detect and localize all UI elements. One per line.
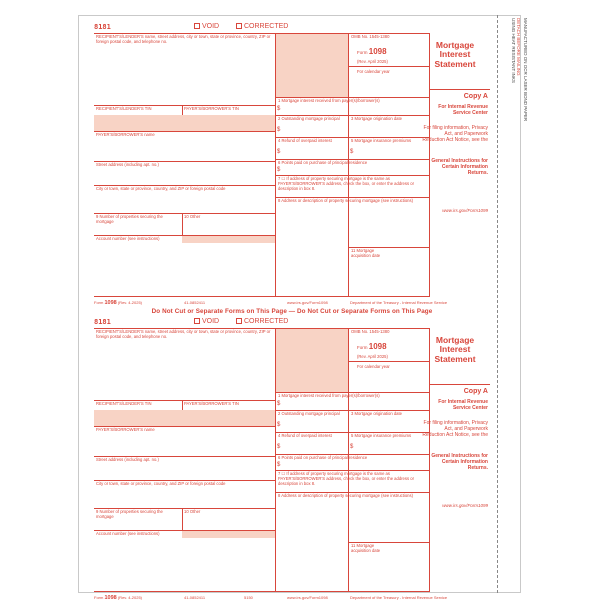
recipient-tin-label: RECIPIENT'S/LENDER'S TIN (96, 401, 152, 406)
box6-label: 6 Points paid on purchase of principal residence (278, 455, 368, 460)
perforation-line (497, 15, 498, 593)
shaded-box (276, 329, 348, 392)
box6-label: 6 Points paid on purchase of principal residence (278, 160, 368, 165)
calendar-year: For calendar year (357, 69, 390, 74)
payer-tin-label: PAYER'S/BORROWER'S TIN (184, 401, 239, 406)
recipient-tin-label: RECIPIENT'S/LENDER'S TIN (96, 106, 152, 111)
footer-cat: 41-0852411 (184, 595, 206, 600)
tin-fields[interactable] (94, 410, 275, 426)
copy-label: Copy A (463, 388, 488, 395)
account-field[interactable] (182, 531, 275, 538)
box9-label: 9 Number of properties securing the mortgage (96, 509, 163, 519)
box8-label: 8 Address or description of property securing mortgage (see instructions) (278, 493, 413, 498)
corrected-checkbox[interactable]: CORRECTED (236, 318, 288, 325)
account-label: Account number (see instructions) (96, 236, 160, 241)
do-not-cut: Do Not Cut or Separate Forms on This Page — Do Not Cut or Separate Forms on This Page (151, 308, 433, 315)
box5-label: 5 Mortgage insurance premiums (351, 138, 412, 143)
void-checkbox[interactable]: VOID (194, 23, 219, 30)
form-code: 8181 (94, 318, 111, 326)
recipient-label: RECIPIENT'S/LENDER'S name, street address, city or town, state or province, country, ZIP or foreign postal code, and telephone no. (96, 329, 271, 339)
box1-label: 1 Mortgage interest received from payer(s)/borrower(s) (278, 98, 380, 103)
calendar-year: For calendar year (357, 364, 390, 369)
box11-label: 11 Mortgage acquisition date (351, 543, 381, 553)
city-label: City or town, state or province, country, and ZIP or foreign postal code (96, 186, 226, 191)
box3-label: 3 Mortgage origination date (351, 411, 402, 416)
box2-label: 2 Outstanding mortgage principal (278, 116, 340, 121)
form-1098-bottom: 8181 VOID CORRECTED RECIPIENT'S/LENDER'S name, street address, city or town, state or province, country, ZIP or foreign postal code, and telephone no. RECIPIENT'S/LENDER'S TIN PAYER'S/BORROWER'S TIN PAYER'S/BORROWER'S name Street address (including apt. no.) City or town, state or province, country, and ZIP or foreign postal code 9 Number of properties securing the mortgage 10 Other Account number (see instructions) OMB No. 1545-1380 Form 1098 (Rev. April 2025) For calendar year 1 Mortgage interest received from payer(s)/borrower(s) $ 2 Outstanding mortgage principal $ 3 Mortgage origination date 4 Refund of overpaid interest $ 5 Mortgage insurance premiums $ 6 Points paid on purchase of principal residence $ 7 ☐ If address of property securing mortgage is the same as PAYER'S/BORROWER'S address, check the box, or enter the address or description in box 8. 8 Address or description of property securing mortgage (see instructions) 11 Mortgage acquisition date Mortgage Interest Statement Copy A For Internal Revenue Service Center For filing information, Privacy Act, and Paperwork Reduction Act Notice, see the General Instructions for Certain Information Returns. www.irs.gov/Form1099 Form 1098 (Rev. 4-2025) 41-0852411 5150 www.irs.gov/Form1098 Department of the Treasury - Internal Revenue Service (94, 318, 488, 601)
footer-dept: Department of the Treasury - Internal Revenue Service (350, 300, 448, 305)
box2-label: 2 Outstanding mortgage principal (278, 411, 340, 416)
box7-label[interactable]: 7 ☐ If address of property securing mortgage is the same as PAYER'S/BORROWER'S address, check the box, or enter the address or description in box 8. (278, 471, 414, 486)
form-label: Form 1098 (357, 47, 387, 56)
footer-form: Form 1098 (Rev. 4-2025) (94, 300, 143, 306)
copy-label: Copy A (463, 93, 488, 100)
general-instructions: General Instructions for Certain Information Returns. (431, 158, 488, 176)
box4-label: 4 Refund of overpaid interest (278, 138, 332, 143)
revision: (Rev. April 2025) (357, 354, 388, 359)
omb-number: OMB No. 1545-1380 (351, 34, 390, 39)
form-title: Mortgage Interest Statement (434, 335, 476, 364)
city-label: City or town, state or province, country, and ZIP or foreign postal code (96, 481, 226, 486)
copy-for: For Internal Revenue Service Center (438, 104, 488, 116)
shaded-box (276, 34, 348, 97)
filing-info: For filing information, Privacy Act, and Paperwork Reduction Act Notice, see the (422, 125, 488, 143)
box4-label: 4 Refund of overpaid interest (278, 433, 332, 438)
payer-name-label: PAYER'S/BORROWER'S name (96, 132, 155, 137)
footer-form: Form 1098 (Rev. 4-2025) (94, 595, 143, 601)
box9-label: 9 Number of properties securing the mortgage (96, 214, 163, 224)
account-field[interactable] (182, 236, 275, 243)
tin-fields[interactable] (94, 115, 275, 131)
form-title: Mortgage Interest Statement (434, 40, 476, 69)
box5-label: 5 Mortgage insurance premiums (351, 433, 412, 438)
footer-dept: Department of the Treasury - Internal Revenue Service (350, 595, 448, 600)
payer-tin-label: PAYER'S/BORROWER'S TIN (184, 106, 239, 111)
box1-label: 1 Mortgage interest received from payer(s)/borrower(s) (278, 393, 380, 398)
footer-url: www.irs.gov/Form1098 (287, 300, 328, 305)
street-label: Street address (including apt. no.) (96, 162, 159, 167)
irs-url-side[interactable]: www.irs.gov/Form1099 (442, 208, 488, 213)
void-checkbox[interactable]: VOID (194, 318, 219, 325)
omb-number: OMB No. 1545-1380 (351, 329, 390, 334)
account-label: Account number (see instructions) (96, 531, 160, 536)
footer-5150: 5150 (244, 595, 253, 600)
general-instructions: General Instructions for Certain Information Returns. (431, 453, 488, 471)
box11-label: 11 Mortgage acquisition date (351, 248, 381, 258)
box3-label: 3 Mortgage origination date (351, 116, 402, 121)
form-label: Form 1098 (357, 342, 387, 351)
vertical-paper: MANUFACTURED ON OCR LASER BOND PAPER (523, 18, 528, 122)
box10-label: 10 Other (184, 214, 201, 219)
copy-for: For Internal Revenue Service Center (438, 399, 488, 411)
box8-label: 8 Address or description of property securing mortgage (see instructions) (278, 198, 413, 203)
form-sheet (78, 15, 521, 601)
irs-url-side[interactable]: www.irs.gov/Form1099 (442, 503, 488, 508)
corrected-checkbox[interactable]: CORRECTED (236, 23, 288, 30)
form-code: 8181 (94, 23, 111, 31)
filing-info: For filing information, Privacy Act, and Paperwork Reduction Act Notice, see the (422, 420, 488, 438)
box10-label: 10 Other (184, 509, 201, 514)
box7-label[interactable]: 7 ☐ If address of property securing mortgage is the same as PAYER'S/BORROWER'S address, check the box, or enter the address or description in box 8. (278, 176, 414, 191)
payer-name-label: PAYER'S/BORROWER'S name (96, 427, 155, 432)
form-1098-top: 8181 VOID CORRECTED RECIPIENT'S/LENDER'S name, street address, city or town, state or province, country, ZIP or foreign postal code, and telephone no. RECIPIENT'S/LENDER'S TIN PAYER'S/BORROWER'S TIN PAYER'S/BORROWER'S name Street address (including apt. no.) City or town, state or province, country, and ZIP or foreign postal code 9 Number of properties securing the mortgage 10 Other Account number (see instructions) OMB No. 1545-1380 Form 1098 (Rev. April 2025) For calendar year 1 Mortgage interest received from payer(s)/borrower(s) $ 2 Outstanding mortgage principal $ 3 Mortgage origination date 4 Refund of overpaid interest $ 5 Mortgage insurance premiums $ 6 Points paid on purchase of principal residence $ 7 ☐ If address of property securing mortgage is the same as PAYER'S/BORROWER'S address, check the box, or enter the address or description in box 8. 8 Address or description of property securing mortgage (see instructions) 11 Mortgage acquisition date Mortgage Interest Statement Copy A For Internal Revenue Service Center For filing information, Privacy Act, and Paperwork Reduction Act Notice, see the General Instructions for Certain Information Returns. www.irs.gov/Form1099 Form 1098 (Rev. 4-2025) 41-0852411 www.irs.gov/Form1098 Department of the Treasury - Internal Revenue Service Do Not Cut or Separate Forms on This Page — Do Not Cut or Separate Forms on This Page (94, 23, 488, 315)
footer-url: www.irs.gov/Form1098 (287, 595, 328, 600)
recipient-label: RECIPIENT'S/LENDER'S name, street address, city or town, state or province, country, ZIP or foreign postal code, and telephone no. (96, 34, 271, 44)
street-label: Street address (including apt. no.) (96, 457, 159, 462)
revision: (Rev. April 2025) (357, 59, 388, 64)
vertical-caption: DETACH BEFORE MAILING USING HEAT RESISTANT INKS (510, 18, 521, 83)
footer-cat: 41-0852411 (184, 300, 206, 305)
